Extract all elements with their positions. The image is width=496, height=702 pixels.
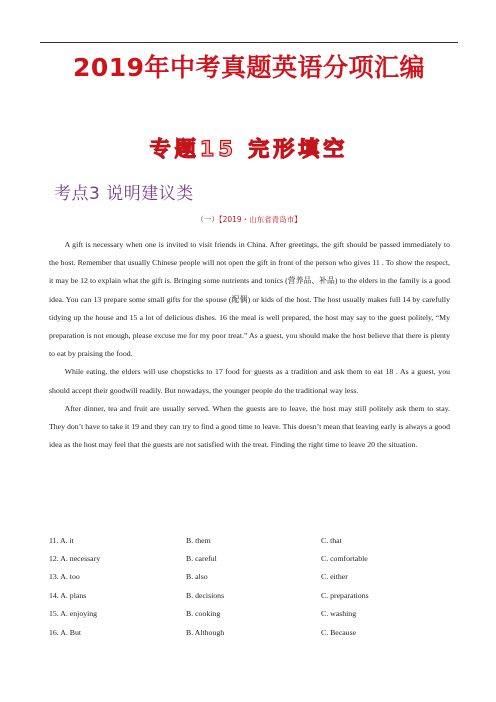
option-b: B. careful [186, 554, 217, 564]
option-b: B. Although [186, 627, 225, 637]
option-row [49, 568, 459, 586]
option-b: B. also [186, 572, 208, 582]
option-a: 13. A. too [49, 572, 80, 582]
option-c: C. Because [321, 627, 357, 637]
option-a: 12. A. necessary [49, 554, 101, 564]
option-c: C. washing [321, 609, 357, 619]
option-a: 11. A. it [49, 535, 74, 545]
option-row [49, 623, 459, 641]
option-a: 14. A. plans [49, 590, 87, 600]
option-c: C. that [321, 535, 342, 545]
option-row [49, 531, 459, 549]
option-b: B. them [186, 535, 211, 545]
option-c: C. comfortable [321, 554, 368, 564]
option-c: C. either [321, 572, 348, 582]
passage-paragraph: While eating, the elders will use chopsticks to 17 food for guests as a tradition and ask them to eat 18 . As a guest, you should accept their goodwill readily. But nowadays, the younger people do the traditional way less. [49, 367, 450, 395]
option-b: B. cooking [186, 609, 221, 619]
option-a: 15. A. enjoying [49, 609, 98, 619]
option-row [49, 586, 459, 604]
option-row [49, 549, 459, 567]
option-row [49, 605, 459, 623]
header-rule [40, 42, 458, 43]
cloze-passage [49, 236, 450, 454]
option-b: B. decisions [186, 590, 225, 600]
option-a: 16. A. But [49, 627, 82, 637]
section-heading: 考点3 说明建议类 [54, 184, 194, 204]
passage-paragraph: A gift is necessary when one is invited to visit friends in China. After greetings, the gift should be passed immediately to the host. Remember that usually Chinese people will not open the gift in front of the person who gives 11 . To show the respect, it may be 12 to explain what the gift is. Bringing some nutrients and tonics (营养品、补品) to the elders in the family is a good idea. You can 13 prepare some small gifts for the spouse (配偶) or kids of the host. The host usually makes full 14 by carefully tidying up the house and 15 a lot of delicious dishes. 16 the meal is well prepared, the host may say to the guest politely, “My preparation is not enough, please excuse me for my poor treat.” As a guest, you should make the host believe that there is plenty to eat by praising the food. [49, 240, 450, 359]
passage-paragraph: After dinner, tea and fruit are usually served. When the guests are to leave, the host may still politely ask them to stay. They don’t have to take it 19 and they can try to find a good time to leave. This doesn’t mean that leaving early is always a good idea as the host may feel that the guests are not satisfied with the treat. Finding the right time to leave 20 the situation. [49, 403, 450, 450]
topic-subtitle: 专题15 完形填空 [149, 137, 349, 161]
answer-options [49, 531, 459, 641]
source-name: 【2019・山东省青岛市】 [218, 215, 302, 224]
source-prefix: （一） [196, 215, 219, 224]
option-c: C. preparations [321, 590, 369, 600]
page-title: 2019年中考真题英语分项汇编 [72, 53, 426, 82]
source-label [40, 214, 458, 225]
